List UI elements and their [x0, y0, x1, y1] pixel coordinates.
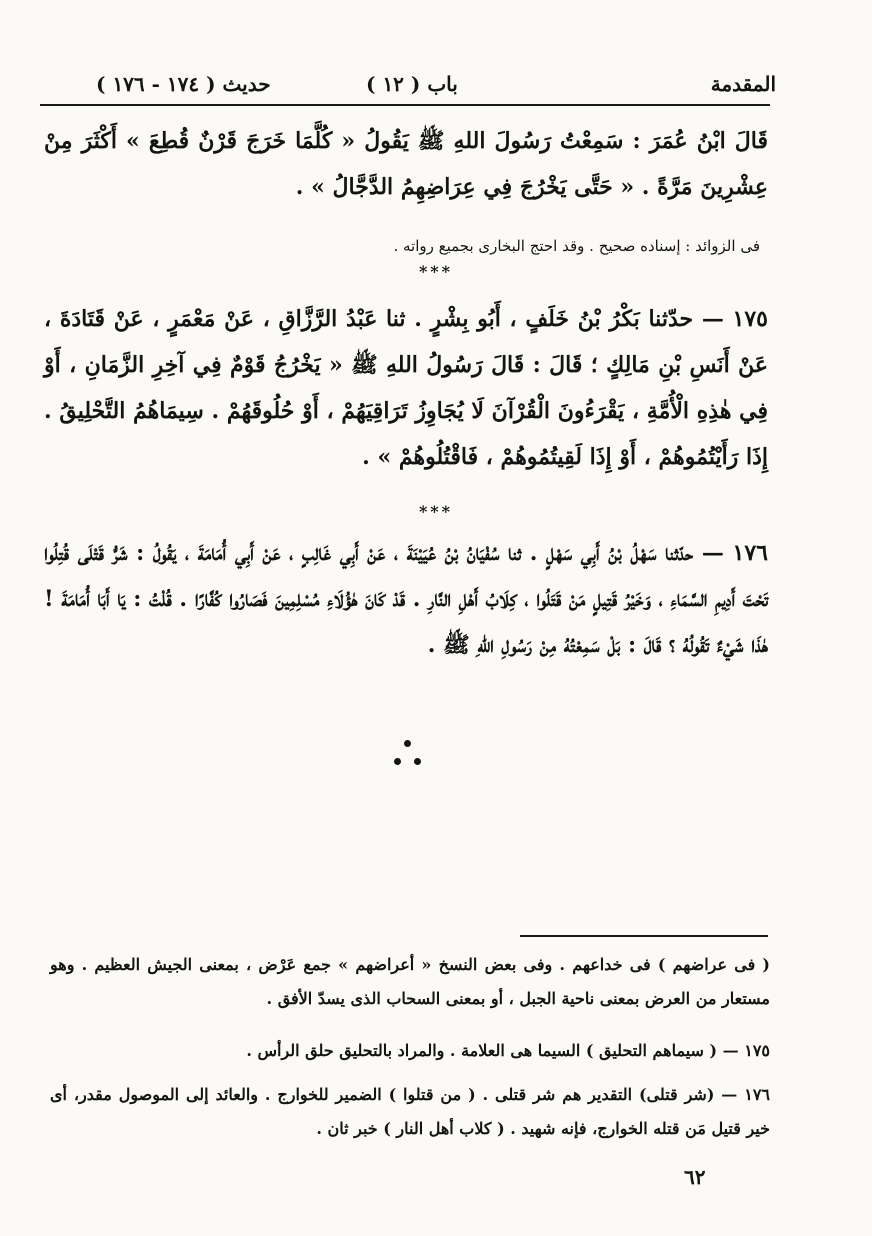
header-rule	[40, 104, 770, 106]
zawaid-note: فى الزوائد : إسناده صحيح . وقد احتج البخارى بجميع رواته .	[393, 237, 760, 255]
footnote-175: ١٧٥ — ( سيماهم التحليق ) السيما هى العلامة . والمراد بالتحليق حلق الرأس .	[246, 1041, 770, 1060]
footnote-rule	[520, 935, 768, 937]
running-header	[96, 66, 776, 102]
hadith-range: ( ١٧٤ - ١٧٦ ) حديث	[96, 72, 271, 96]
end-ornament	[388, 740, 428, 770]
hadith-176: ١٧٦ — حدّثنا سَهْلُ بْنُ أَبِي سَهْلٍ . ثنا سُفْيَانُ بْنُ عُيَيْنَةَ ، عَنْ أَبِي غَالِبٍ ، عَنْ أَبِي أُمَامَةَ ، يَقُولُ : شَرُّ قَتْلَى قُتِلُوا تَحْتَ أَدِيمِ السَّمَاءِ ، وَخَيْرُ قَتِيلٍ مَنْ قَتَلُوا ، كِلَابُ أَهْلِ النَّارِ . قَدْ كَانَ هٰؤُلَاءِ مُسْلِمِينَ فَصَارُوا كُفَّارًا . قُلْتُ : يَا أَبَا أُمَامَةَ ! هٰذَا شَيْءٌ تَقُولُهُ ؟ قَالَ : بَلْ سَمِعْتُهُ مِنْ رَسُولِ اللهِ ﷺ .	[44, 540, 768, 658]
paragraph-ibn-umar: قَالَ ابْنُ عُمَرَ : سَمِعْتُ رَسُولَ اللهِ ﷺ يَقُولُ « كُلَّمَا خَرَجَ قَرْنٌ قُطِعَ » أَكْثَرَ مِنْ عِشْرِينَ مَرَّةً . « حَتَّى يَخْرُجَ فِي عِرَاضِهِمُ الدَّجَّالُ » .	[44, 128, 768, 200]
footnote-176: ١٧٦ — (شر قتلى) التقدير هم شر قتلى . ( من قتلوا ) الضمير للخوارج . والعائد إلى الموصول مقدر، أى خير قتيل مَن قتله الخوارج، فإنه شهيد . ( كلاب أهل النار ) خبر ثان .	[50, 1085, 770, 1138]
section-number: ( ١٢ ) باب	[366, 72, 458, 96]
hadith-175: ١٧٥ — حدّثنا بَكْرُ بْنُ خَلَفٍ ، أَبُو بِشْرٍ . ثنا عَبْدُ الرَّزَّاقِ ، عَنْ مَعْمَرٍ ، عَنْ قَتَادَةَ ، عَنْ أَنَسِ بْنِ مَالِكٍ ؛ قَالَ : قَالَ رَسُولُ اللهِ ﷺ « يَخْرُجُ قَوْمٌ فِي آخِرِ الزَّمَانِ ، أَوْ فِي هٰذِهِ الْأُمَّةِ ، يَقْرَءُونَ الْقُرْآنَ لَا يُجَاوِزُ تَرَاقِيَهُمْ ، أَوْ حُلُوقَهُمْ . سِيمَاهُمُ التَّحْلِيقُ . إِذَا رَأَيْتُمُوهُمْ ، أَوْ إِذَا لَقِيتُمُوهُمْ ، فَاقْتُلُوهُمْ » .	[44, 306, 768, 470]
separator-stars: ***	[418, 262, 454, 281]
chapter-title: المقدمة	[710, 72, 776, 96]
footnote-1: ( فى عراضهم ) فى خداعهم . وفى بعض النسخ « أعراضهم » جمع عَرْض ، بمعنى الجيش العظيم . وهو مستعار من العرض بمعنى ناحية الجبل ، أو بمعنى السحاب الذى يسدّ الأفق .	[50, 955, 770, 1008]
page-number: ٦٢	[684, 1165, 706, 1189]
separator-stars: ***	[418, 502, 454, 521]
